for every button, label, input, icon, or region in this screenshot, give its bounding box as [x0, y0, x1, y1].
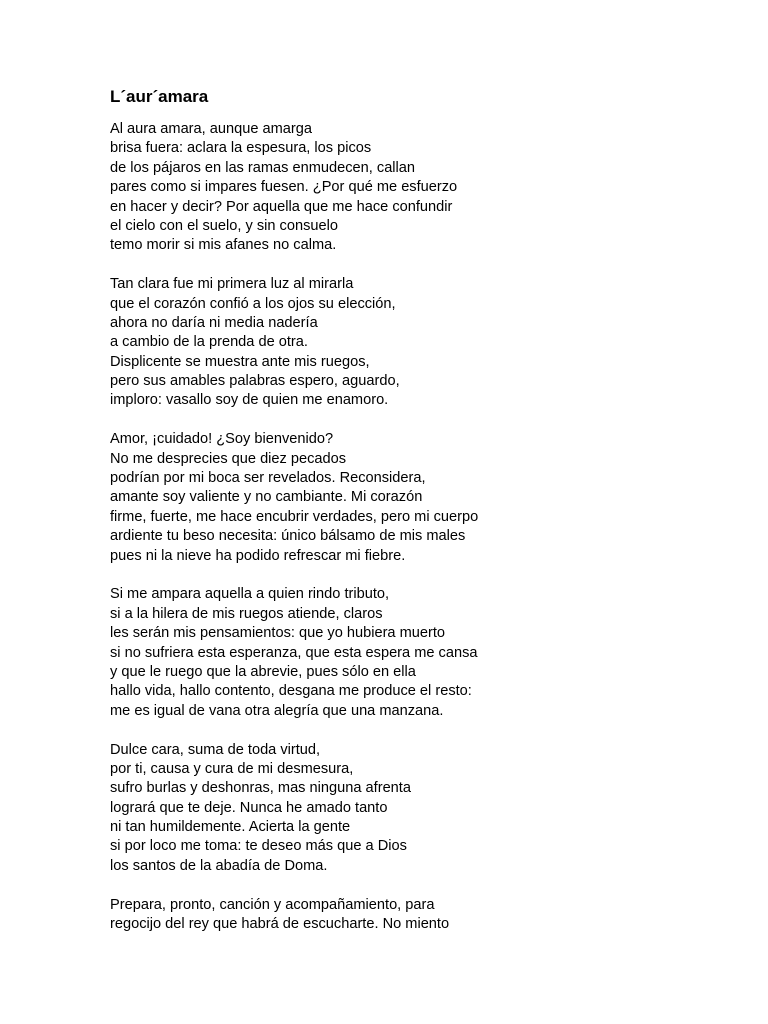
stanza: [110, 275, 730, 411]
poem-line: temo morir si mis afanes no calma.: [110, 237, 337, 254]
poem-line: les serán mis pensamientos: que yo hubiera muerto: [110, 625, 446, 642]
poem-line: en hacer y decir? Por aquella que me hace confundir: [110, 198, 453, 215]
poem-line: de los pájaros en las ramas enmudecen, callan: [110, 159, 416, 176]
poem-line: regocijo del rey que habrá de escucharte. No miento: [110, 916, 450, 933]
poem-line: logrará que te deje. Nunca he amado tanto: [110, 799, 388, 816]
poem-line: si a la hilera de mis ruegos atiende, claros: [110, 605, 383, 622]
poem-line: el cielo con el suelo, y sin consuelo: [110, 217, 338, 234]
poem-line: me es igual de vana otra alegría que una manzana.: [110, 702, 444, 719]
stanza: [110, 741, 730, 877]
poem-line: amante soy valiente y no cambiante. Mi corazón: [110, 489, 423, 506]
poem-line: podrían por mi boca ser revelados. Reconsidera,: [110, 470, 426, 487]
poem-line: Amor, ¡cuidado! ¿Soy bienvenido?: [110, 431, 334, 448]
stanza: [110, 896, 730, 935]
poem-line: si no sufriera esta esperanza, que esta espera me cansa: [110, 644, 478, 661]
poem-line: Displicente se muestra ante mis ruegos,: [110, 353, 370, 370]
poem-line: hallo vida, hallo contento, desgana me produce el resto:: [110, 683, 472, 700]
poem-line: Dulce cara, suma de toda virtud,: [110, 741, 321, 758]
stanza: [110, 585, 730, 721]
poem-line: ardiente tu beso necesita: único bálsamo de mis males: [110, 528, 466, 545]
poem-line: a cambio de la prenda de otra.: [110, 334, 308, 351]
stanza: [110, 120, 730, 256]
poem-line: si por loco me toma: te deseo más que a Dios: [110, 838, 407, 855]
poem-line: No me desprecies que diez pecados: [110, 450, 347, 467]
poem-line: brisa fuera: aclara la espesura, los picos: [110, 140, 372, 157]
poem-line: ni tan humildemente. Acierta la gente: [110, 819, 351, 836]
poem-line: imploro: vasallo soy de quien me enamoro.: [110, 392, 389, 409]
poem-title: L´aur´amara: [110, 87, 209, 106]
poem-body: [110, 120, 730, 954]
poem-line: Al aura amara, aunque amarga: [110, 121, 313, 137]
poem-line: ahora no daría ni media nadería: [110, 314, 318, 331]
poem-line: Prepara, pronto, canción y acompañamiento, para: [110, 896, 435, 913]
poem-line: pares como si impares fuesen. ¿Por qué me esfuerzo: [110, 179, 458, 196]
poem-line: Si me ampara aquella a quien rindo tributo,: [110, 586, 390, 603]
poem-line: que el corazón confió a los ojos su elección,: [110, 295, 396, 312]
poem-line: y que le ruego que la abrevie, pues sólo en ella: [110, 663, 416, 680]
poem-line: Tan clara fue mi primera luz al mirarla: [110, 276, 354, 293]
poem-line: por ti, causa y cura de mi desmesura,: [110, 760, 354, 777]
poem-line: sufro burlas y deshonras, mas ninguna afrenta: [110, 780, 411, 797]
stanza: [110, 430, 730, 566]
poem-line: pero sus amables palabras espero, aguardo,: [110, 373, 400, 390]
poem-line: pues ni la nieve ha podido refrescar mi fiebre.: [110, 547, 406, 564]
poem-line: los santos de la abadía de Doma.: [110, 857, 328, 874]
poem-line: firme, fuerte, me hace encubrir verdades, pero mi cuerpo: [110, 508, 479, 525]
